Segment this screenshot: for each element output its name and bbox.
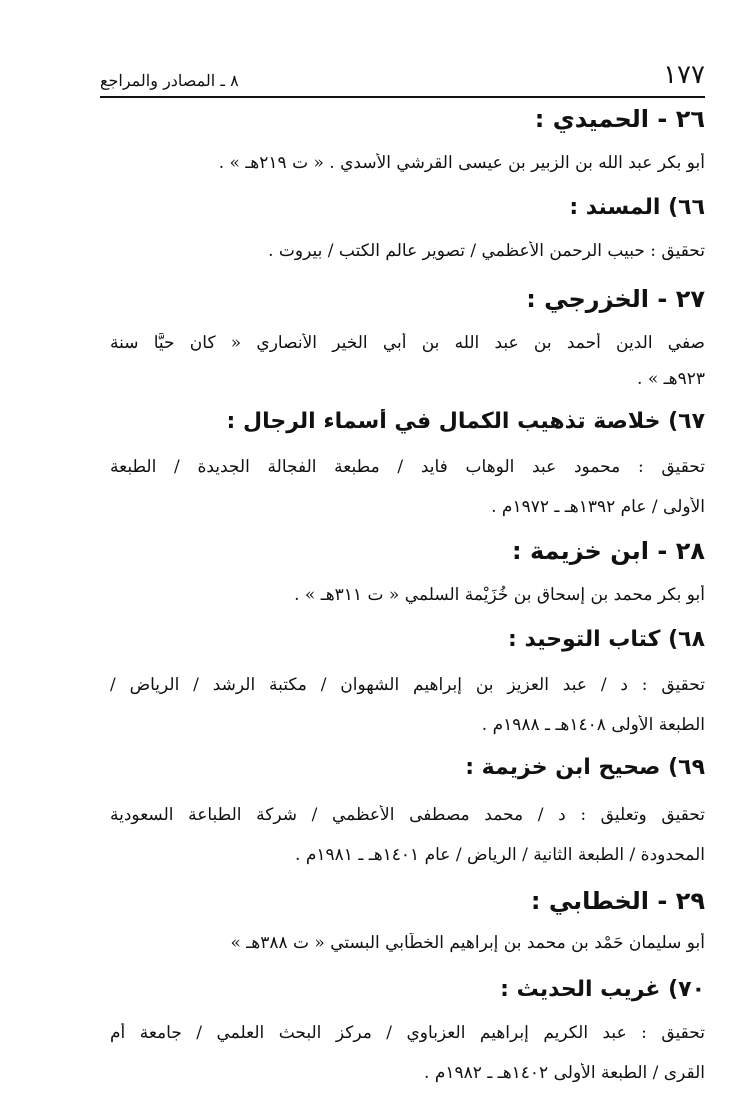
body-line: تحقيق : محمود عبد الوهاب فايد / مطبعة الفجالة الجديدة / الطبعة (110, 457, 705, 477)
body-line: الأولى / عام ١٣٩٢هـ ـ ١٩٧٢م . (491, 497, 705, 517)
body-line: ٩٢٣هـ » . (637, 369, 705, 389)
body-line: القرى / الطبعة الأولى ١٤٠٢هـ ـ ١٩٨٢م . (424, 1063, 705, 1083)
book-title: ٦٩) صحيح ابن خزيمة : (465, 755, 705, 780)
running-title: ٨ ـ المصادر والمراجع (100, 71, 239, 90)
page-number: ١٧٧ (663, 60, 705, 90)
author-heading: ٢٧ - الخزرجي : (526, 285, 705, 313)
body-line: أبو سليمان حَمْد بن محمد بن إبراهيم الخطَّابي البستي « ت ٣٨٨هـ » (230, 933, 705, 953)
body-line: تحقيق وتعليق : د / محمد مصطفى الأعظمي / شركة الطباعة السعودية (110, 805, 705, 825)
page-header (100, 50, 705, 98)
body-line: أبو بكر محمد بن إسحاق بن خُزَيْمة السلمي « ت ٣١١هـ » . (294, 585, 705, 605)
body-line: تحقيق : عبد الكريم إبراهيم العزباوي / مركز البحث العلمي / جامعة أم (110, 1023, 705, 1043)
book-title: ٦٨) كتاب التوحيد : (508, 627, 705, 652)
body-line: المحدودة / الطبعة الثانية / الرياض / عام ١٤٠١هـ ـ ١٩٨١م . (295, 845, 705, 865)
body-line: تحقيق : د / عبد العزيز بن إبراهيم الشهوان / مكتبة الرشد / الرياض / (110, 675, 705, 695)
body-line: الطبعة الأولى ١٤٠٨هـ ـ ١٩٨٨م . (481, 715, 705, 735)
body-line: تحقيق : حبيب الرحمن الأعظمي / تصوير عالم الكتب / بيروت . (268, 241, 705, 261)
book-title: ٦٧) خلاصة تذهيب الكمال في أسماء الرجال : (226, 409, 705, 434)
book-title: ٦٦) المسند : (569, 195, 705, 220)
author-heading: ٢٦ - الحميدي : (534, 105, 705, 133)
author-heading: ٢٩ - الخطابي : (530, 887, 705, 915)
body-line: أبو بكر عبد الله بن الزبير بن عيسى القرشي الأسدي . « ت ٢١٩هـ » . (218, 153, 705, 173)
body-line: صفي الدين أحمد بن عبد الله بن أبي الخير الأنصاري « كان حيًّا سنة (110, 333, 705, 353)
book-title: ٧٠) غريب الحديث : (500, 977, 705, 1002)
author-heading: ٢٨ - ابن خزيمة : (512, 537, 705, 565)
